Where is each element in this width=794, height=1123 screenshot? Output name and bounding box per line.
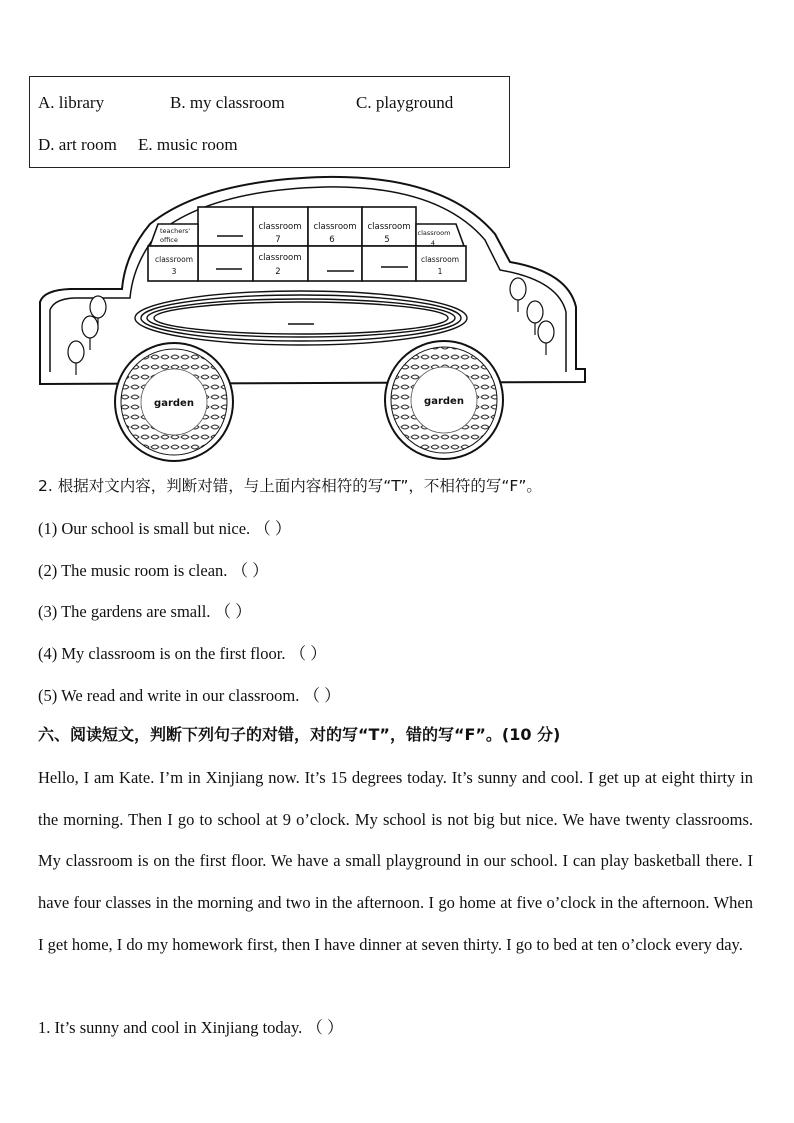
option-d: D. art room	[38, 135, 117, 154]
question-1-text: 1. It’s sunny and cool in Xinjiang today.	[38, 1018, 303, 1037]
statement-2	[38, 557, 269, 581]
option-c: C. playground	[356, 93, 454, 112]
statement-3	[38, 598, 252, 622]
option-a: A. library	[38, 93, 105, 112]
question-1	[38, 1014, 344, 1038]
statement-2-text: (2) The music room is clean.	[38, 561, 228, 580]
number-2: 2	[275, 267, 281, 277]
number-7: 7	[275, 235, 281, 245]
garden-right-label: garden	[424, 396, 464, 407]
label-classroom-2: classroom	[258, 253, 302, 263]
statement-1	[38, 515, 291, 539]
options-box	[29, 76, 510, 168]
label-classroom-1: classroom	[420, 255, 460, 264]
answer-blank-5[interactable]: （ ）	[303, 686, 341, 705]
label-teachers-office-1: teachers'	[160, 227, 191, 235]
school-map-car	[30, 172, 600, 462]
statement-5-text: (5) We read and write in our classroom.	[38, 686, 300, 705]
answer-blank-1[interactable]: （ ）	[254, 519, 292, 538]
number-4: 4	[430, 239, 436, 247]
answer-blank-3[interactable]: （ ）	[214, 602, 252, 621]
statement-4	[38, 640, 327, 664]
number-1: 1	[437, 267, 443, 276]
statement-5	[38, 682, 341, 706]
statement-4-text: (4) My classroom is on the first floor.	[38, 644, 286, 663]
label-classroom-7: classroom	[258, 222, 302, 232]
part2-instruction: 2. 根据对文内容，判断对错，与上面内容相符的写“T”，不相符的写“F”。	[38, 477, 542, 495]
statement-3-text: (3) The gardens are small.	[38, 602, 211, 621]
label-classroom-4: classroom	[417, 229, 451, 237]
option-b: B. my classroom	[170, 93, 285, 112]
label-classroom-6: classroom	[313, 222, 357, 232]
number-6: 6	[329, 235, 335, 245]
label-teachers-office-2: office	[160, 236, 178, 244]
label-classroom-3: classroom	[154, 255, 194, 264]
number-3: 3	[171, 267, 177, 276]
option-e: E. music room	[138, 135, 238, 154]
label-classroom-5: classroom	[367, 222, 411, 232]
garden-left-label: garden	[154, 398, 194, 409]
answer-blank-2[interactable]: （ ）	[231, 561, 269, 580]
answer-blank-4[interactable]: （ ）	[289, 644, 327, 663]
question-1-answer-blank[interactable]: （ ）	[306, 1018, 344, 1037]
statement-1-text: (1) Our school is small but nice.	[38, 519, 251, 538]
section6-heading: 六、阅读短文，判断下列句子的对错，对的写“T”，错的写“F”。(10 分)	[38, 725, 561, 744]
number-5: 5	[384, 235, 390, 245]
reading-passage: Hello, I am Kate. I’m in Xinjiang now. It’s 15 degrees today. It’s sunny and cool. I get up at eight thirty in the morning. Then I go to school at 9 o’clock. My school is not big but nice. We have twenty classrooms. My classroom is on the first floor. We have a small playground in our school. I can play basketball there. I have four classes in the morning and two in the afternoon. I go home at five o’clock in the afternoon. When I get home, I do my homework first, then I have dinner at seven thirty. I go to bed at ten o’clock every day.	[38, 768, 753, 954]
